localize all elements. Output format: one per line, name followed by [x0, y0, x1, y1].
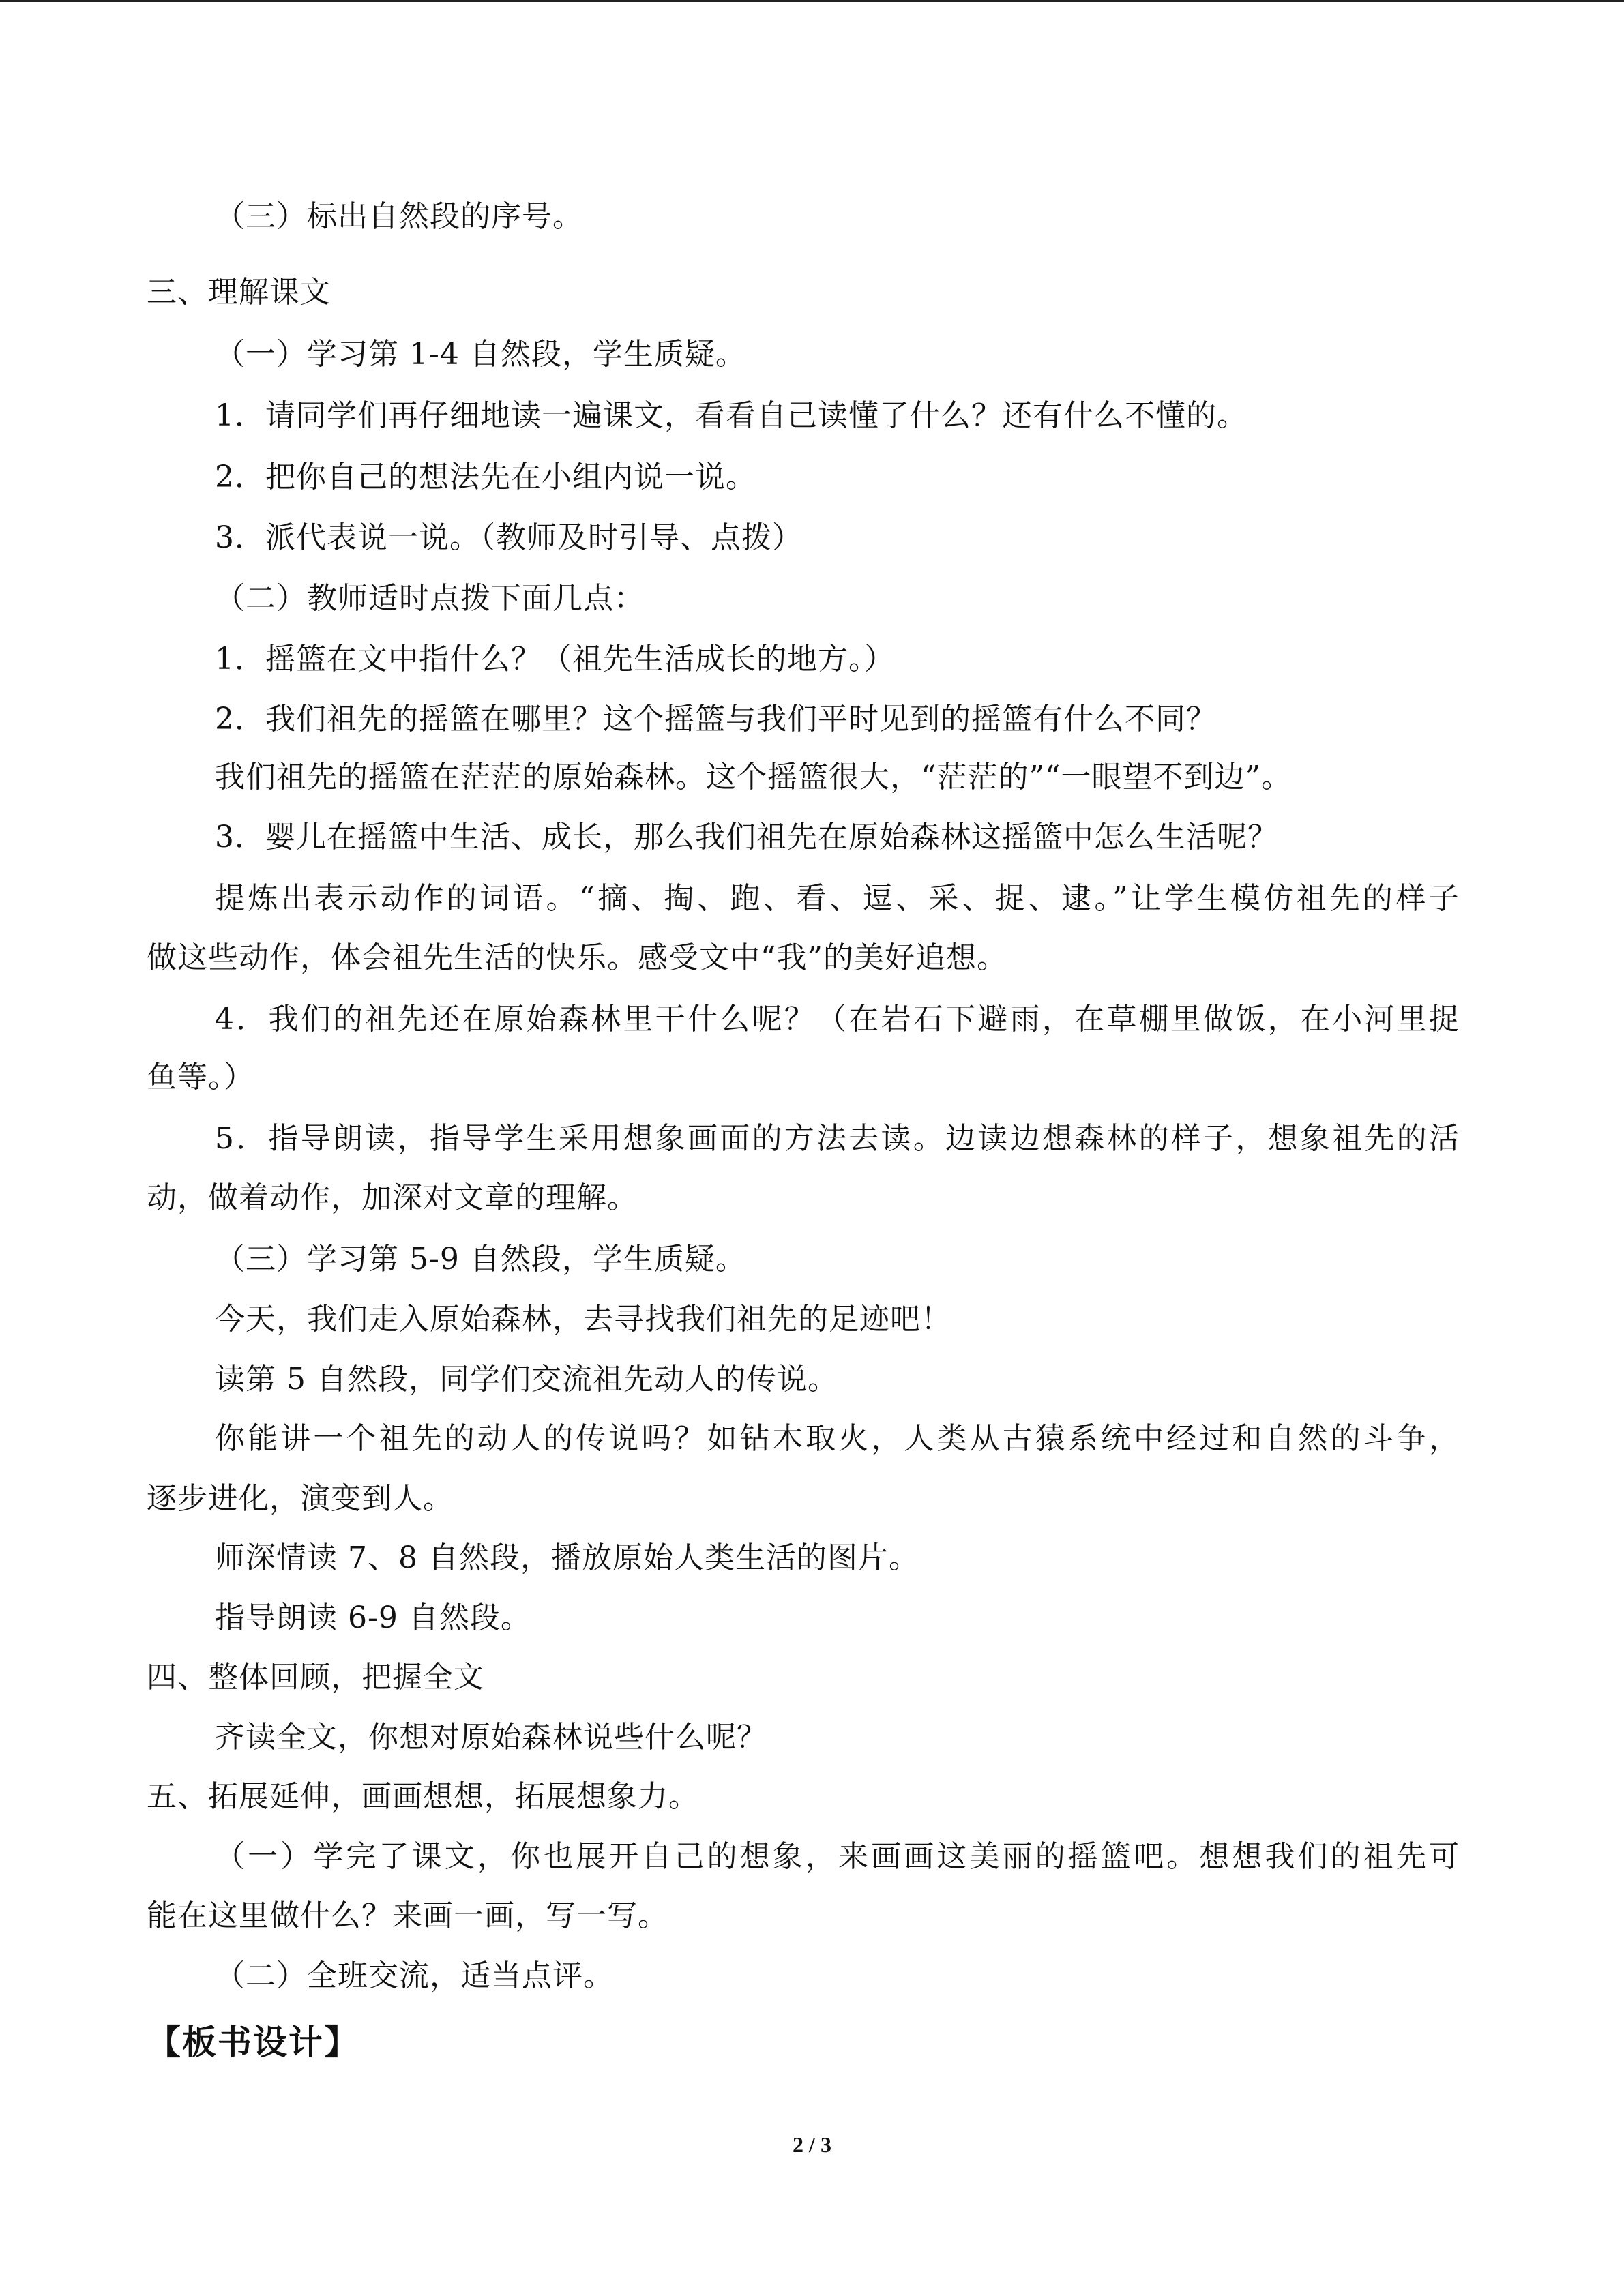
- text-line: （三）学习第 5-9 自然段，学生质疑。: [215, 1242, 746, 1277]
- text-line: （一）学习第 1-4 自然段，学生质疑。: [215, 337, 746, 372]
- text-line: 今天，我们走入原始森林，去寻找我们祖先的足迹吧！: [215, 1302, 951, 1337]
- text-line: （三）标出自然段的序号。: [215, 199, 583, 234]
- text-line: 鱼等。）: [147, 1060, 254, 1094]
- text-line: 你能讲一个祖先的动人的传说吗？如钻木取火，人类从古猿系统中经过和自然的斗争，: [215, 1421, 1462, 1456]
- section-heading: 五、拓展延伸，画画想想，拓展想象力。: [147, 1779, 699, 1814]
- text-line: 动，做着动作，加深对文章的理解。: [147, 1180, 638, 1215]
- text-line: （二）教师适时点拨下面几点：: [215, 581, 645, 616]
- text-line: 能在这里做什么？来画一画，写一写。: [147, 1898, 668, 1933]
- text-line: 指导朗读 6-9 自然段。: [215, 1600, 531, 1635]
- text-line: 2．我们祖先的摇篮在哪里？这个摇篮与我们平时见到的摇篮有什么不同？: [215, 702, 1217, 736]
- text-line: 做这些动作，体会祖先生活的快乐。感受文中“我”的美好追想。: [147, 940, 1007, 975]
- text-line: 5．指导朗读，指导学生采用想象画面的方法去读。边读边想森林的样子，想象祖先的活: [215, 1121, 1462, 1156]
- text-line: 师深情读 7、8 自然段，播放原始人类生活的图片。: [215, 1540, 919, 1575]
- text-line: 逐步进化，演变到人。: [147, 1481, 454, 1516]
- text-line: （二）全班交流，适当点评。: [215, 1958, 614, 1993]
- section-heading: 三、理解课文: [147, 275, 331, 310]
- text-line: 3．派代表说一说。（教师及时引导、点拨）: [215, 520, 803, 555]
- text-line: 齐读全文，你想对原始森林说些什么呢？: [215, 1720, 767, 1755]
- board-design-heading: 【板书设计】: [147, 2022, 359, 2062]
- text-line: 我们祖先的摇篮在茫茫的原始森林。这个摇篮很大，“茫茫的”“一眼望不到边”。: [215, 760, 1292, 794]
- section-heading: 四、整体回顾，把握全文: [147, 1660, 484, 1695]
- text-line: 提炼出表示动作的词语。“摘、掏、跑、看、逗、采、捉、逮。”让学生模仿祖先的样子: [215, 881, 1462, 916]
- text-line: 4．我们的祖先还在原始森林里干什么呢？（在岩石下避雨，在草棚里做饭，在小河里捉: [215, 1002, 1462, 1037]
- text-line: 1．请同学们再仔细地读一遍课文，看看自己读懂了什么？还有什么不懂的。: [215, 398, 1247, 433]
- text-line: 读第 5 自然段，同学们交流祖先动人的传说。: [215, 1362, 838, 1397]
- text-line: 3．婴儿在摇篮中生活、成长，那么我们祖先在原始森林这摇篮中怎么生活呢？: [215, 820, 1278, 854]
- page-number: 2 / 3: [793, 2132, 831, 2157]
- text-line: 2．把你自己的想法先在小组内说一说。: [215, 460, 756, 494]
- text-line: （一）学完了课文，你也展开自己的想象，来画画这美丽的摇篮吧。想想我们的祖先可: [215, 1839, 1462, 1874]
- text-line: 1．摇篮在文中指什么？（祖先生活成长的地方。）: [215, 642, 895, 676]
